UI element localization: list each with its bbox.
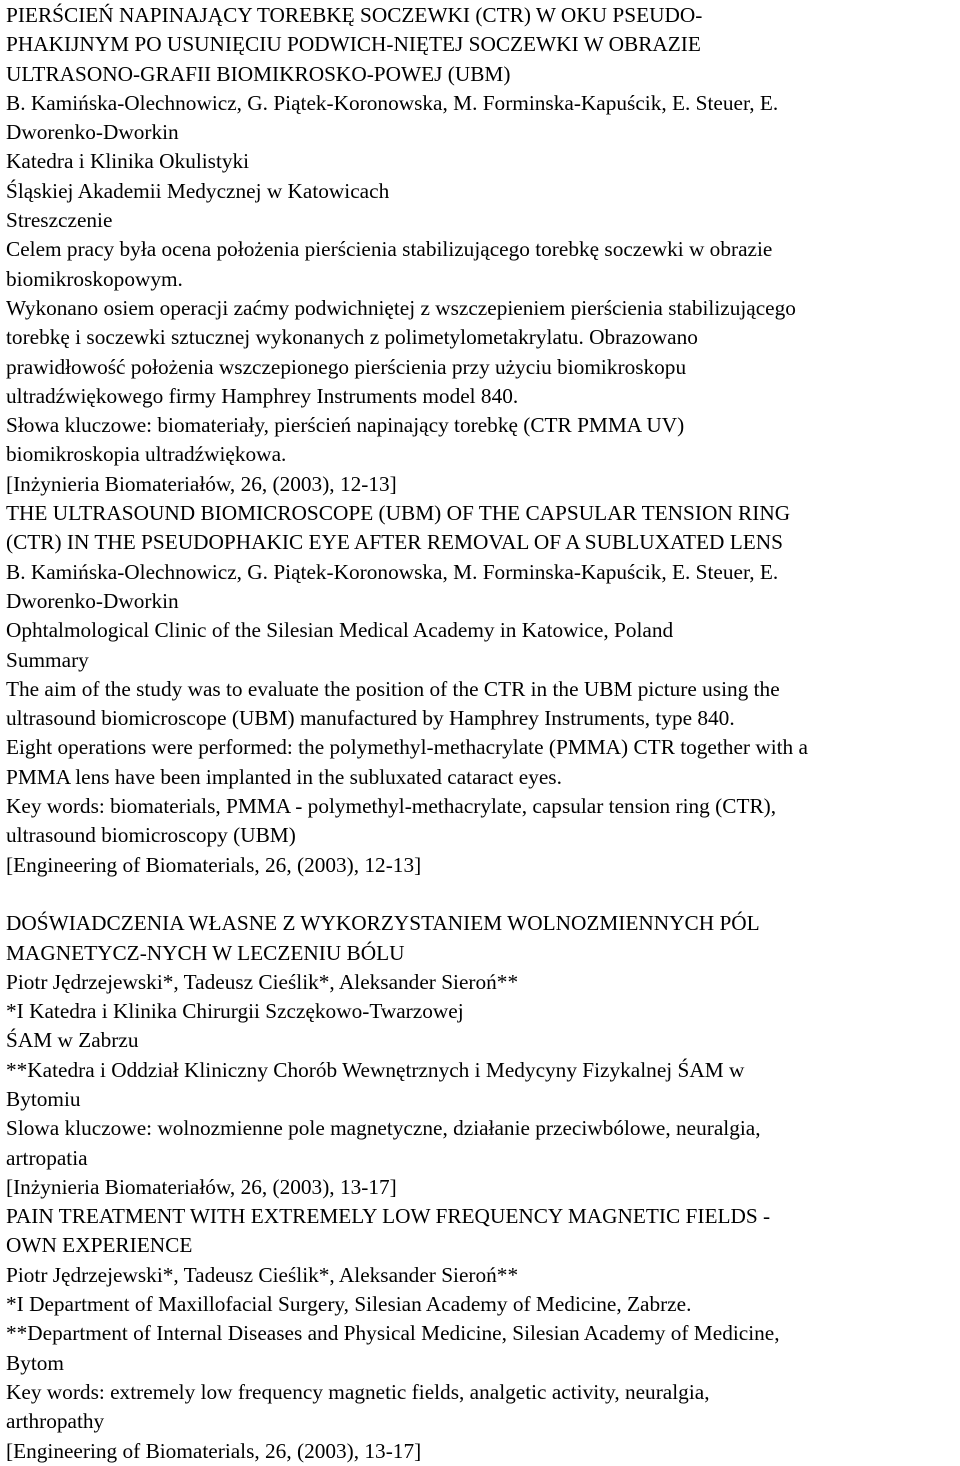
summary-heading: Summary	[6, 647, 89, 672]
affiliation-line: ŚAM w Zabrzu	[6, 1028, 139, 1053]
citation: [Inżynieria Biomateriałów, 26, (2003), 13-17]	[6, 1174, 397, 1199]
article-2	[6, 909, 958, 1466]
title-line: PIERŚCIEŃ NAPINAJĄCY TOREBKĘ SOCZEWKI (CTR) W OKU PSEUDO-	[6, 3, 703, 27]
citation: [Engineering of Biomaterials, 26, (2003), 13-17]	[6, 1438, 422, 1463]
summary-line: Eight operations were performed: the polymethyl-methacrylate (PMMA) CTR together with a	[6, 735, 808, 760]
summary-line: PMMA lens have been implanted in the subluxated cataract eyes.	[6, 764, 562, 789]
article-2-english-title	[6, 1202, 958, 1261]
article-2-english-affiliation	[6, 1290, 958, 1378]
article-1-english-keywords	[6, 792, 958, 851]
title-line: PAIN TREATMENT WITH EXTREMELY LOW FREQUENCY MAGNETIC FIELDS -	[6, 1204, 771, 1229]
citation: [Engineering of Biomaterials, 26, (2003), 12-13]	[6, 852, 422, 877]
title-line: (CTR) IN THE PSEUDOPHAKIC EYE AFTER REMOVAL OF A SUBLUXATED LENS	[6, 530, 783, 555]
summary-line: Celem pracy była ocena położenia pierścienia stabilizującego torebkę soczewki w obrazie	[6, 237, 773, 262]
article-1-polish-summary	[6, 235, 958, 411]
article-2-polish-affiliation	[6, 997, 958, 1114]
article-1-english-authors	[6, 558, 958, 617]
article-1-polish-keywords	[6, 411, 958, 470]
keywords-line: Key words: extremely low frequency magnetic fields, analgetic activity, neuralgia,	[6, 1379, 710, 1404]
summary-line: prawidłowość położenia wszczepionego pierścienia przy użyciu biomikroskopu	[6, 354, 687, 379]
article-2-english-keywords	[6, 1378, 958, 1437]
authors-line: Piotr Jędrzejewski*, Tadeusz Cieślik*, Aleksander Sieroń**	[6, 969, 519, 994]
summary-line: The aim of the study was to evaluate the position of the CTR in the UBM picture using the	[6, 676, 780, 701]
keywords-line: biomikroskopia ultradźwiękowa.	[6, 442, 287, 467]
summary-line: ultrasound biomicroscope (UBM) manufactured by Hamphrey Instruments, type 840.	[6, 706, 735, 731]
article-1-english-title	[6, 499, 958, 558]
keywords-line: arthropathy	[6, 1409, 105, 1434]
title-line: PHAKIJNYM PO USUNIĘCIU PODWICH-NIĘTEJ SOCZEWKI W OBRAZIE	[6, 32, 701, 57]
article-1-polish-authors	[6, 89, 958, 148]
article-1	[6, 1, 958, 880]
authors-line: Dworenko-Dworkin	[6, 120, 179, 145]
authors-line: Piotr Jędrzejewski*, Tadeusz Cieślik*, Aleksander Sieroń**	[6, 1262, 519, 1287]
title-line: ULTRASONO-GRAFII BIOMIKROSKO-POWEJ (UBM)	[6, 61, 511, 86]
keywords-line: Key words: biomaterials, PMMA - polymethyl-methacrylate, capsular tension ring (CTR),	[6, 794, 777, 819]
keywords-line: ultrasound biomicroscopy (UBM)	[6, 823, 296, 848]
affiliation-line: Śląskiej Akademii Medycznej w Katowicach	[6, 178, 390, 203]
article-1-polish-affiliation	[6, 147, 958, 206]
title-line: THE ULTRASOUND BIOMICROSCOPE (UBM) OF THE CAPSULAR TENSION RING	[6, 501, 791, 526]
article-2-polish-keywords	[6, 1114, 958, 1173]
affiliation-line: *I Department of Maxillofacial Surgery, Silesian Academy of Medicine, Zabrze.	[6, 1292, 692, 1317]
affiliation-line: Bytomiu	[6, 1086, 81, 1111]
affiliation-line: Bytom	[6, 1350, 64, 1375]
section-spacer	[6, 880, 958, 909]
keywords-line: Słowa kluczowe: biomateriały, pierścień napinający torebkę (CTR PMMA UV)	[6, 413, 685, 438]
authors-line: B. Kamińska-Olechnowicz, G. Piątek-Koronowska, M. Forminska-Kapuścik, E. Steuer, E.	[6, 559, 779, 584]
keywords-line: Slowa kluczowe: wolnozmienne pole magnetyczne, działanie przeciwbólowe, neuralgia,	[6, 1116, 761, 1141]
affiliation-line: *I Katedra i Klinika Chirurgii Szczękowo-Twarzowej	[6, 999, 464, 1024]
article-2-polish-title	[6, 909, 958, 968]
summary-heading: Streszczenie	[6, 208, 113, 233]
summary-line: torebkę i soczewki sztucznej wykonanych z polimetylometakrylatu. Obrazowano	[6, 325, 698, 350]
citation: [Inżynieria Biomateriałów, 26, (2003), 12-13]	[6, 471, 397, 496]
affiliation-line: **Katedra i Oddział Kliniczny Chorób Wewnętrznych i Medycyny Fizykalnej ŚAM w	[6, 1057, 745, 1082]
authors-line: Dworenko-Dworkin	[6, 588, 179, 613]
article-1-english-summary	[6, 675, 958, 792]
title-line: MAGNETYCZ-NYCH W LECZENIU BÓLU	[6, 940, 405, 965]
title-line: OWN EXPERIENCE	[6, 1233, 193, 1258]
summary-line: ultradźwiękowego firmy Hamphrey Instruments model 840.	[6, 383, 519, 408]
affiliation-line: **Department of Internal Diseases and Physical Medicine, Silesian Academy of Medicine,	[6, 1321, 780, 1346]
authors-line: B. Kamińska-Olechnowicz, G. Piątek-Koronowska, M. Forminska-Kapuścik, E. Steuer, E.	[6, 90, 779, 115]
affiliation-line: Ophtalmological Clinic of the Silesian Medical Academy in Katowice, Poland	[6, 618, 674, 643]
title-line: DOŚWIADCZENIA WŁASNE Z WYKORZYSTANIEM WOLNOZMIENNYCH PÓL	[6, 911, 760, 936]
summary-line: Wykonano osiem operacji zaćmy podwichniętej z wszczepieniem pierścienia stabilizującego	[6, 295, 796, 320]
affiliation-line: Katedra i Klinika Okulistyki	[6, 149, 250, 174]
keywords-line: artropatia	[6, 1145, 88, 1170]
article-1-polish-title	[6, 1, 958, 89]
summary-line: biomikroskopowym.	[6, 266, 183, 291]
